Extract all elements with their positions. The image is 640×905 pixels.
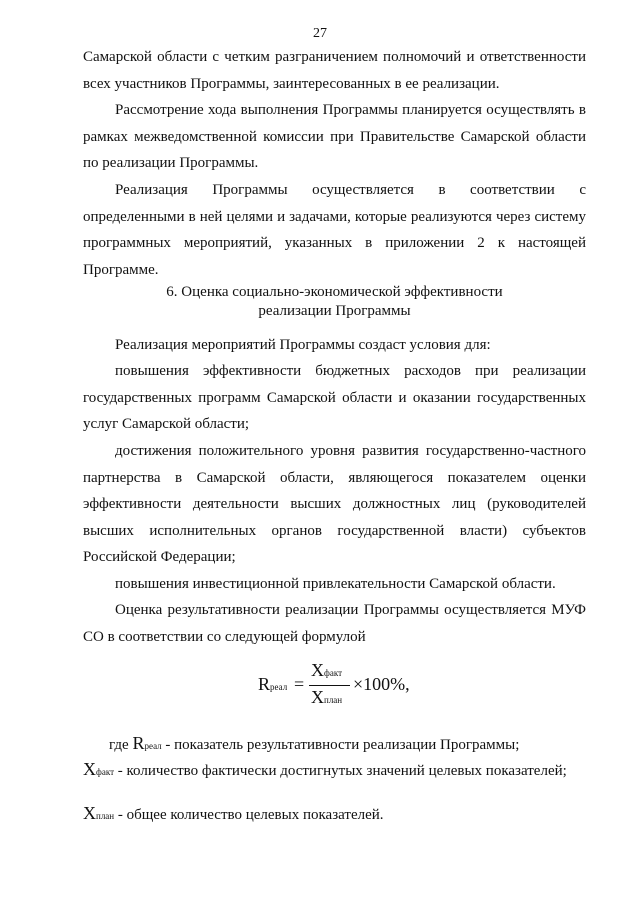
conditions-intro: Реализация мероприятий Программы создаст условия для: <box>115 337 491 353</box>
efficiency-formula <box>258 660 458 712</box>
paragraph-2: Рассмотрение хода выполнения Программы планируется осуществлять в рамках межведомственной комиссии при Правительстве Самарской области по реализации Программы. <box>83 102 586 171</box>
definition-r: где Rреал - показатель результативности реализации Программы; <box>109 733 520 753</box>
page-number: 27 <box>313 26 327 41</box>
formula-equals: = <box>294 674 305 694</box>
paragraph-1: Самарской области с четким разграничением полномочий и ответственности всех участников Программы, заинтересованных в ее реализации. <box>83 49 586 92</box>
formula-numerator: Xфакт <box>311 660 343 680</box>
formula-multiplier: ×100%, <box>353 674 410 694</box>
condition-item-2: достижения положительного уровня развития государственно-частного партнерства в Самарской области, являющегося показателем оценки эффективности деятельности высших должностных лиц (руководителей высших исполнительных органов государственной власти) субъектов Российской Федерации; <box>83 443 586 565</box>
condition-item-3: повышения инвестиционной привлекательности Самарской области. <box>115 576 556 592</box>
condition-item-1: повышения эффективности бюджетных расходов при реализации государственных программ Самарской области и оказании государственных услуг Самарской области; <box>83 363 586 432</box>
definition-x-fact: Xфакт - количество фактически достигнутых значений целевых показателей; <box>83 759 567 779</box>
definition-x-plan: Xплан - общее количество целевых показателей. <box>83 803 384 823</box>
formula-fraction-bar <box>309 685 350 686</box>
paragraph-3: Реализация Программы осуществляется в соответствии с определенными в ней целями и задачами, которые реализуются через систему программных мероприятий, указанных в приложении 2 к настоящей Программе. <box>83 182 586 278</box>
section-heading <box>83 283 586 320</box>
formula-result: Rреал <box>258 674 288 694</box>
formula-denominator: Xплан <box>311 687 343 707</box>
section-heading-line-2: реализации Программы <box>258 302 411 319</box>
evaluation-paragraph: Оценка результативности реализации Программы осуществляется МУФ СО в соответствии со следующей формулой <box>83 602 586 645</box>
section-heading-line-1: 6. Оценка социально-экономической эффективности <box>166 284 503 300</box>
